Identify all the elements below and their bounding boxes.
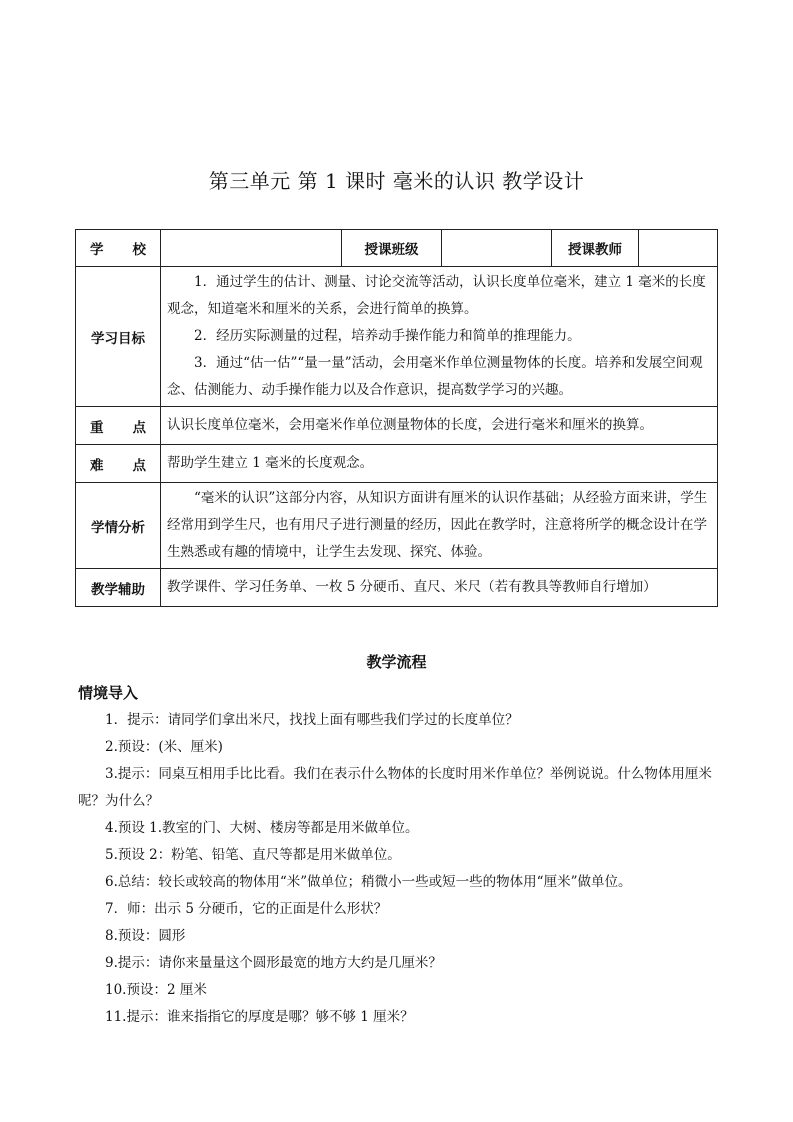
analysis-content (161, 483, 718, 569)
flow-line-7: 7．师：出示 5 分硬币，它的正面是什么形状？ (105, 901, 388, 917)
school-label: 学 校 (76, 230, 161, 267)
flow-line-6: 6.总结：较长或较高的物体用“米”做单位；稍微小一些或短一些的物体用“厘米”做单位。 (105, 874, 632, 890)
teacher-label: 授课教师 (552, 230, 639, 267)
flow-line-5: 5.预设 2：粉笔、铅笔、直尺等都是用米做单位。 (105, 847, 401, 863)
table-row-key-point (76, 407, 718, 445)
document-title: 第三单元 第 1 课时 毫米的认识 教学设计 (208, 169, 585, 193)
table-row-goals (76, 267, 718, 407)
flow-title: 教学流程 (366, 653, 427, 671)
key-point-content: 认识长度单位毫米，会用毫米作单位测量物体的长度，会进行毫米和厘米的换算。 (161, 407, 718, 445)
flow-line-4: 4.预设 1.教室的门、大树、楼房等都是用米做单位。 (105, 820, 419, 836)
flow-line-3: 3.提示：同桌互相用手比比看。我们在表示什么物体的长度时用米作单位？举例说说。什么物体用厘米呢？为什么？ (78, 766, 712, 809)
flow-line-2: 2.预设：(米、厘米) (105, 739, 223, 755)
flow-subhead: 情境导入 (78, 684, 139, 702)
aids-content: 教学课件、学习任务单、一枚 5 分硬币、直尺、米尺（若有教具等教师自行增加） (161, 569, 718, 607)
key-point-label: 重 点 (76, 407, 161, 445)
flow-line-1: 1．提示：请同学们拿出米尺，找找上面有哪些我们学过的长度单位？ (105, 712, 519, 728)
difficulty-content: 帮助学生建立 1 毫米的长度观念。 (161, 445, 718, 483)
difficulty-label: 难 点 (76, 445, 161, 483)
aids-label: 教学辅助 (76, 569, 161, 607)
flow-line-10: 10.预设：2 厘米 (105, 982, 207, 998)
class-label: 授课班级 (342, 230, 442, 267)
goals-label: 学习目标 (76, 267, 161, 407)
goal-item-3: 3．通过“估一估”“量一量”活动，会用毫米作单位测量物体的长度。培养和发展空间观念、估测能力、动手操作能力以及合作意识，提高数学学习的兴趣。 (167, 355, 703, 398)
goal-item-2: 2．经历实际测量的过程，培养动手操作能力和简单的推理能力。 (194, 328, 581, 344)
teacher-value (639, 230, 718, 267)
flow-line-8: 8.预设：圆形 (105, 928, 186, 944)
class-value (442, 230, 552, 267)
goals-content (161, 267, 718, 407)
table-row-analysis (76, 483, 718, 569)
school-value (161, 230, 342, 267)
goal-item-1: 1．通过学生的估计、测量、讨论交流等活动，认识长度单位毫米，建立 1 毫米的长度观念，知道毫米和厘米的关系，会进行简单的换算。 (167, 274, 706, 317)
flow-list (78, 707, 718, 1031)
table-row-header (76, 230, 718, 267)
flow-line-11: 11.提示：谁来指指它的厚度是哪？够不够 1 厘米？ (105, 1009, 414, 1025)
flow-line-9: 9.提示：请你来量量这个圆形最宽的地方大约是几厘米？ (105, 955, 442, 971)
analysis-text: “毫米的认识”这部分内容，从知识方面讲有厘米的认识作基础；从经验方面来讲，学生经常用到学生尺，也有用尺子进行测量的经历，因此在教学时，注意将所学的概念设计在学生熟悉或有趣的情境中，让学生去发现、探究、体验。 (167, 490, 708, 560)
lesson-info-table (75, 229, 718, 607)
table-row-aids (76, 569, 718, 607)
table-row-difficulty (76, 445, 718, 483)
analysis-label: 学情分析 (76, 483, 161, 569)
